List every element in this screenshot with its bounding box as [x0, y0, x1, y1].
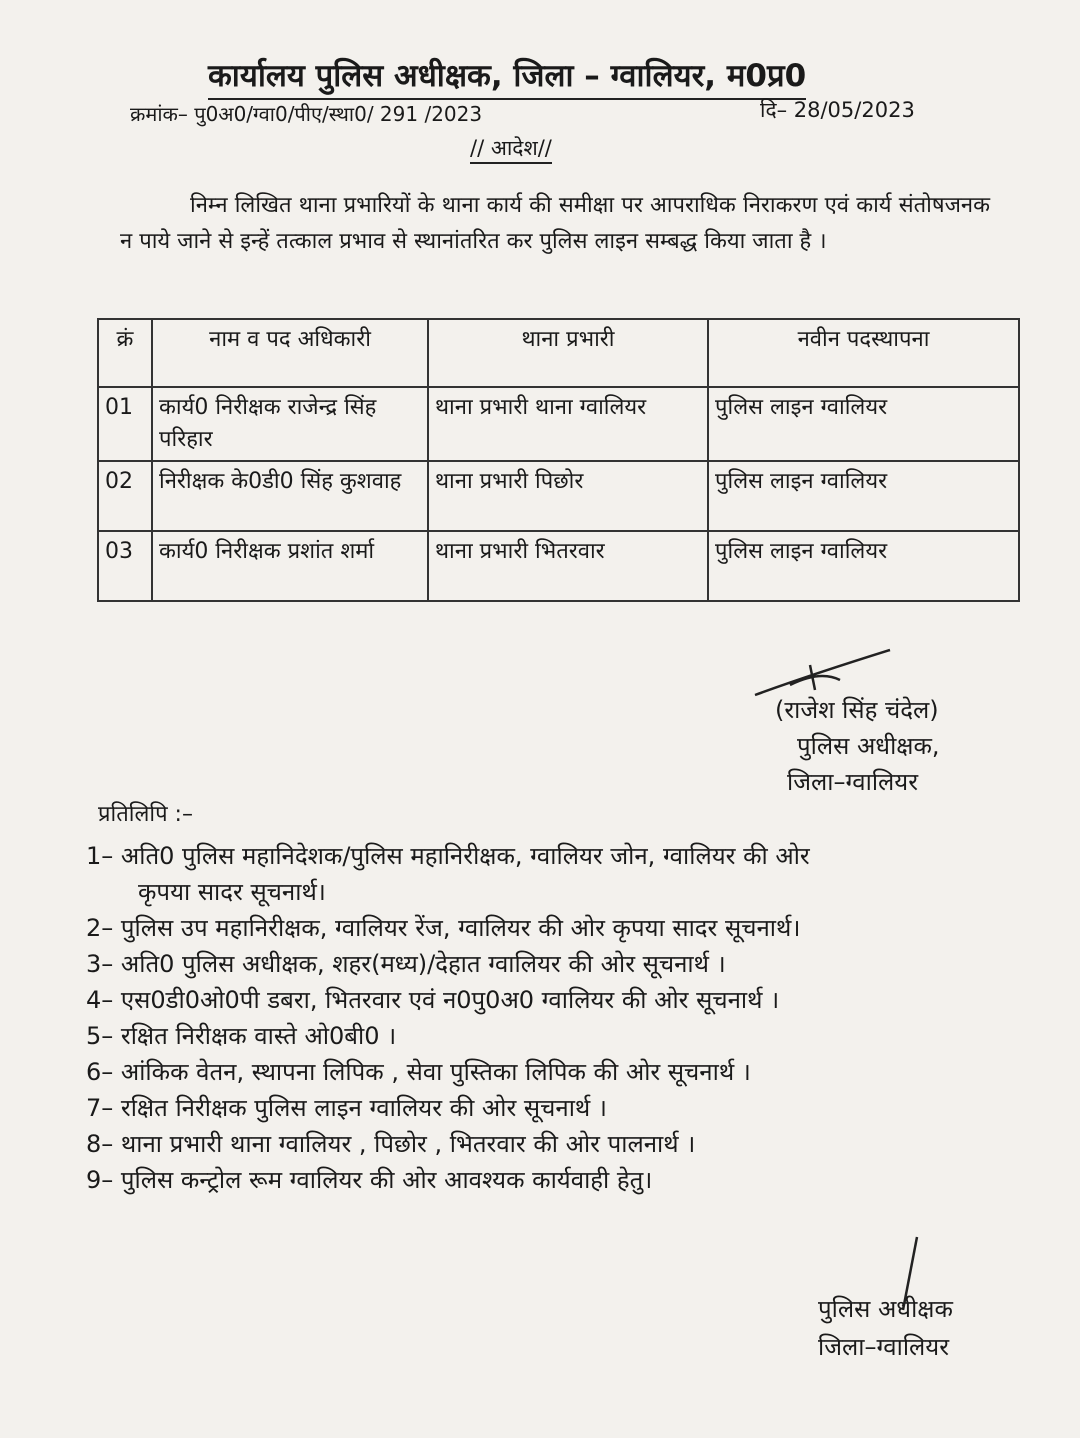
table-row	[98, 387, 1019, 461]
signatory-designation: पुलिस अधीक्षक,	[797, 732, 940, 760]
table-row	[98, 461, 1019, 531]
list-item: 2– पुलिस उप महानिरीक्षक, ग्वालियर रेंज, ग्वालियर की ओर कृपया सादर सूचनार्थ।	[86, 914, 801, 942]
cell: 03	[98, 531, 152, 601]
col-officer: नाम व पद अधिकारी	[152, 319, 428, 387]
cell: निरीक्षक के0डी0 सिंह कुशवाह	[152, 461, 428, 531]
signature-block	[775, 692, 940, 800]
reference-number: क्रमांक– पु0अ0/ग्वा0/पीए/स्था0/ 291 /2023	[130, 102, 483, 126]
signatory-name: (राजेश सिंह चंदेल)	[775, 696, 939, 724]
cell: थाना प्रभारी थाना ग्वालियर	[428, 387, 708, 461]
order-date: दि– 28/05/2023	[760, 98, 915, 122]
footer-district: जिला–ग्वालियर	[818, 1333, 950, 1361]
list-item: 9– पुलिस कन्ट्रोल रूम ग्वालियर की ओर आवश्यक कार्यवाही हेतु।	[86, 1166, 653, 1194]
list-item: 4– एस0डी0ओ0पी डबरा, भितरवार एवं न0पु0अ0 ग्वालियर की ओर सूचनार्थ ।	[86, 986, 780, 1014]
list-item: 7– रक्षित निरीक्षक पुलिस लाइन ग्वालियर की ओर सूचनार्थ ।	[86, 1094, 607, 1122]
col-serial: क्रं	[98, 319, 152, 387]
cell: थाना प्रभारी भितरवार	[428, 531, 708, 601]
footer-designation: पुलिस अधीक्षक	[818, 1295, 953, 1323]
col-new-posting: नवीन पदस्थापना	[708, 319, 1019, 387]
cell: 02	[98, 461, 152, 531]
list-item: कृपया सादर सूचनार्थ।	[138, 878, 326, 906]
order-heading: // आदेश//	[470, 134, 552, 164]
list-item: 6– आंकिक वेतन, स्थापना लिपिक , सेवा पुस्तिका लिपिक की ओर सूचनार्थ ।	[86, 1058, 751, 1086]
signatory-district: जिला–ग्वालियर	[787, 768, 919, 796]
copy-to-list	[86, 838, 810, 1198]
cell: कार्य0 निरीक्षक राजेन्द्र सिंह परिहार	[152, 387, 428, 461]
cell: पुलिस लाइन ग्वालियर	[708, 461, 1019, 531]
list-item: 5– रक्षित निरीक्षक वास्ते ओ0बी0 ।	[86, 1022, 397, 1050]
cell: पुलिस लाइन ग्वालियर	[708, 387, 1019, 461]
list-item: 3– अति0 पुलिस अधीक्षक, शहर(मध्य)/देहात ग्वालियर की ओर सूचनार्थ ।	[86, 950, 726, 978]
table-row	[98, 531, 1019, 601]
copy-to-heading: प्रतिलिपि :–	[98, 802, 193, 827]
transfer-table	[97, 318, 1020, 602]
office-title: कार्यालय पुलिस अधीक्षक, जिला – ग्वालियर, म0प्र0	[208, 54, 806, 100]
cell: थाना प्रभारी पिछोर	[428, 461, 708, 531]
cell: 01	[98, 387, 152, 461]
cell: कार्य0 निरीक्षक प्रशांत शर्मा	[152, 531, 428, 601]
order-paragraph: निम्न लिखित थाना प्रभारियों के थाना कार्य की समीक्षा पर आपराधिक निराकरण एवं कार्य संतोषजनक न पाये जाने से इन्हें तत्काल प्रभाव से स्थानांतरित कर पुलिस लाइन सम्बद्ध किया जाता है ।	[120, 193, 990, 254]
footer-signature	[818, 1290, 953, 1366]
cell: पुलिस लाइन ग्वालियर	[708, 531, 1019, 601]
list-item: 1– अति0 पुलिस महानिदेशक/पुलिस महानिरीक्षक, ग्वालियर जोन, ग्वालियर की ओर	[86, 842, 810, 870]
col-station: थाना प्रभारी	[428, 319, 708, 387]
list-item: 8– थाना प्रभारी थाना ग्वालियर , पिछोर , भितरवार की ओर पालनार्थ ।	[86, 1130, 696, 1158]
